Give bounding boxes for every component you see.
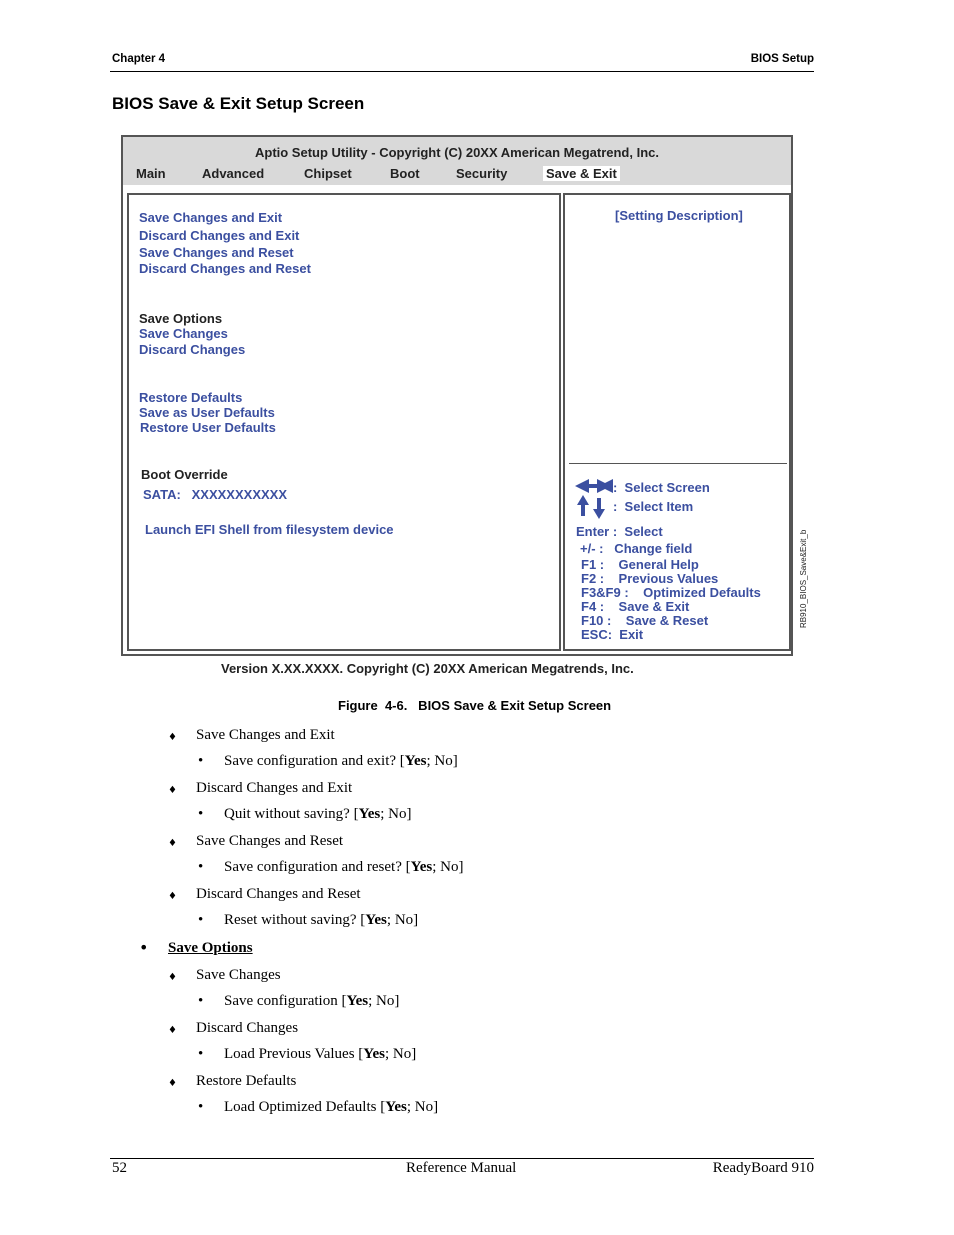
bullet-icon: • <box>198 1046 204 1062</box>
header-section-label: BIOS Setup <box>750 53 814 65</box>
diamond-bullet-icon: ♦ <box>168 972 177 983</box>
menu-sata-boot[interactable]: SATA: XXXXXXXXXXX <box>143 487 288 502</box>
tab-boot[interactable]: Boot <box>390 166 420 181</box>
menu-boot-override-heading: Boot Override <box>141 467 228 482</box>
list-item: Discard Changes <box>196 1020 299 1036</box>
bullet-icon: • <box>198 859 204 875</box>
menu-discard-changes-reset[interactable]: Discard Changes and Reset <box>139 261 311 276</box>
list-subitem: Reset without saving? [Yes; No] <box>224 912 419 928</box>
list-subitem: Save configuration and reset? [Yes; No] <box>224 859 464 875</box>
bios-title: Aptio Setup Utility - Copyright (C) 20XX American Megatrend, Inc. <box>254 145 659 160</box>
setting-description: [Setting Description] <box>615 208 743 223</box>
menu-restore-defaults[interactable]: Restore Defaults <box>139 390 243 405</box>
menu-save-options-heading: Save Options <box>139 311 223 326</box>
list-subitem: Save configuration [Yes; No] <box>224 993 400 1009</box>
help-f2: F2 : Previous Values <box>581 571 719 586</box>
help-f1: F1 : General Help <box>581 557 699 572</box>
menu-save-user-defaults[interactable]: Save as User Defaults <box>139 405 275 420</box>
help-enter: Enter : Select <box>576 524 663 539</box>
menu-save-changes-reset[interactable]: Save Changes and Reset <box>139 245 294 260</box>
chapter-label: Chapter 4 <box>112 53 166 65</box>
help-select-screen: : Select Screen <box>613 480 710 495</box>
footer-product: ReadyBoard 910 <box>712 1160 814 1176</box>
list-item: Restore Defaults <box>196 1073 297 1089</box>
bullet-icon: • <box>198 806 204 822</box>
bullet-icon: • <box>198 1099 204 1115</box>
figure-side-label: RB910_BIOS_Save&Exit_b <box>799 529 808 628</box>
menu-launch-efi-shell[interactable]: Launch EFI Shell from filesystem device <box>145 522 394 537</box>
tab-main[interactable]: Main <box>136 166 166 181</box>
section-title: BIOS Save & Exit Setup Screen <box>112 94 365 113</box>
list-subitem: Load Previous Values [Yes; No] <box>224 1046 417 1062</box>
up-down-arrows-icon <box>577 495 613 519</box>
bios-version-line: Version X.XX.XXXX. Copyright (C) 20XX American Megatrends, Inc. <box>221 661 634 676</box>
help-f3-f9: F3&F9 : Optimized Defaults <box>581 585 761 600</box>
list-item: Discard Changes and Reset <box>196 886 361 902</box>
bios-screen <box>121 135 793 656</box>
list-item: Discard Changes and Exit <box>196 780 353 796</box>
diamond-bullet-icon: ♦ <box>168 785 177 796</box>
help-plus-minus: +/- : Change field <box>580 541 693 556</box>
menu-save-changes-exit[interactable]: Save Changes and Exit <box>139 210 283 225</box>
tab-chipset[interactable]: Chipset <box>304 166 352 181</box>
help-esc: ESC: Exit <box>581 627 644 642</box>
page-number: 52 <box>112 1160 127 1176</box>
menu-restore-user-defaults[interactable]: Restore User Defaults <box>140 420 276 435</box>
footer-title: Reference Manual <box>406 1160 517 1176</box>
figure-caption: Figure 4-6. BIOS Save & Exit Setup Screen <box>338 698 612 713</box>
list-item: Save Changes <box>196 967 281 983</box>
list-item: Save Changes and Reset <box>196 833 344 849</box>
diamond-bullet-icon: ♦ <box>168 838 177 849</box>
list-subitem: Load Optimized Defaults [Yes; No] <box>224 1099 439 1115</box>
help-divider <box>569 463 787 464</box>
list-item: Save Changes and Exit <box>196 727 335 743</box>
bullet-icon: • <box>139 938 149 957</box>
tab-save-exit[interactable]: Save & Exit <box>543 166 620 181</box>
tab-advanced[interactable]: Advanced <box>202 166 265 181</box>
help-select-item: : Select Item <box>613 499 694 514</box>
bios-menu-pane <box>127 193 561 651</box>
bios-title-bar <box>123 137 791 185</box>
left-right-arrows-icon <box>575 479 615 493</box>
diamond-bullet-icon: ♦ <box>168 1025 177 1036</box>
help-f10: F10 : Save & Reset <box>581 613 709 628</box>
save-options-heading: Save Options <box>168 940 253 956</box>
bios-help-pane <box>563 193 791 651</box>
diamond-bullet-icon: ♦ <box>168 1078 177 1089</box>
diamond-bullet-icon: ♦ <box>168 891 177 902</box>
diamond-bullet-icon: ♦ <box>168 732 177 743</box>
menu-save-changes[interactable]: Save Changes <box>139 326 228 341</box>
bullet-icon: • <box>198 753 204 769</box>
header-rule <box>110 71 814 72</box>
help-f4: F4 : Save & Exit <box>581 599 690 614</box>
list-subitem: Quit without saving? [Yes; No] <box>224 806 412 822</box>
bullet-icon: • <box>198 912 204 928</box>
menu-discard-changes-exit[interactable]: Discard Changes and Exit <box>139 228 300 243</box>
menu-discard-changes[interactable]: Discard Changes <box>139 342 246 357</box>
list-subitem: Save configuration and exit? [Yes; No] <box>224 753 458 769</box>
footer-rule <box>110 1158 814 1159</box>
tab-security[interactable]: Security <box>456 166 508 181</box>
bullet-icon: • <box>198 993 204 1009</box>
